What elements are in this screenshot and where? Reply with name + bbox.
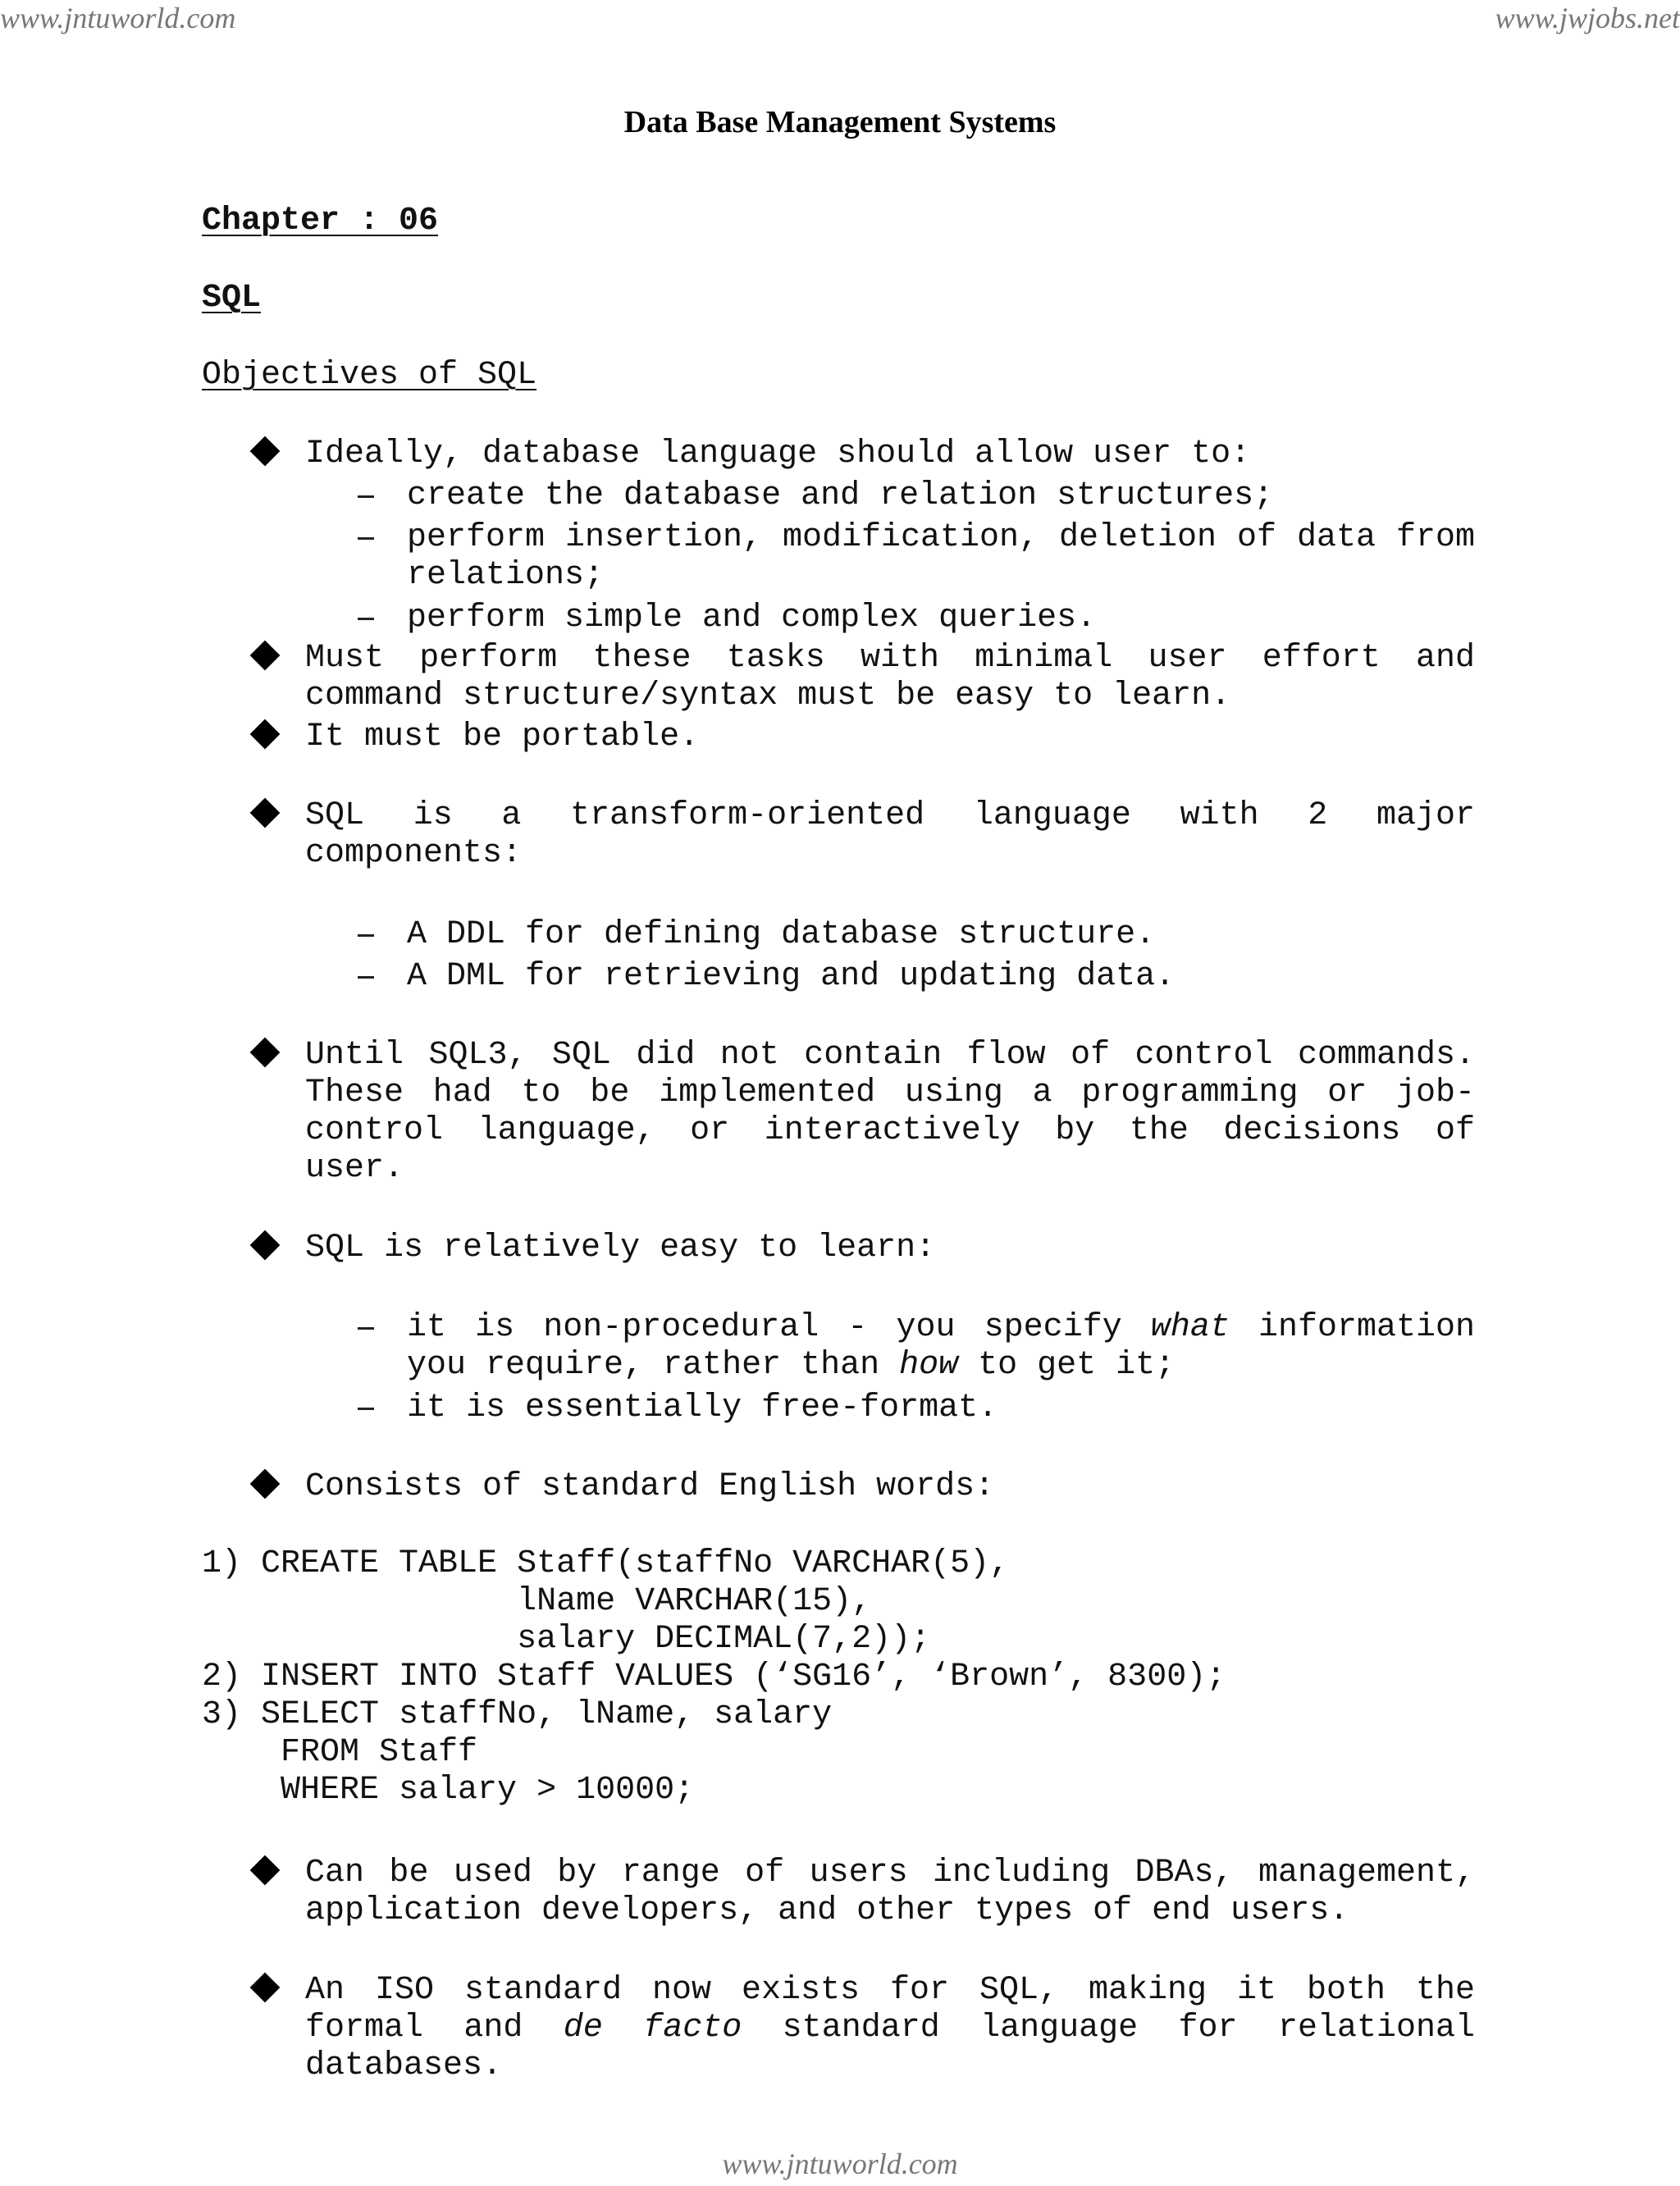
emphasis-text: what xyxy=(1150,1309,1230,1346)
dash-bullet-icon xyxy=(358,934,374,937)
watermark-bottom: www.jntuworld.com xyxy=(722,2147,958,2180)
dash-bullet-icon xyxy=(358,618,374,620)
objective-subitem: A DML for retrieving and updating data. xyxy=(407,958,1176,995)
objective-item: Must perform these tasks with minimal user effort and command structure/syntax must be easy to learn. xyxy=(305,640,1475,714)
objective-item: Until SQL3, SQL did not contain flow of control commands. These had to be implemented using a programming or job-control language, or interactively by the decisions of user. xyxy=(305,1037,1475,1187)
watermark-top-right: www.jwjobs.net xyxy=(1495,2,1680,34)
objective-item: Ideally, database language should allow user to: xyxy=(305,436,1251,472)
objective-item: Can be used by range of users including DBAs, management, application developers, and other types of end users. xyxy=(305,1855,1475,1929)
section-heading: SQL xyxy=(202,280,262,317)
document-title: Data Base Management Systems xyxy=(623,105,1057,139)
item-text: An ISO standard now exists for SQL, making it both the formal and xyxy=(305,1972,1475,2047)
objective-item: Consists of standard English words: xyxy=(305,1468,995,1505)
objective-subitem: create the database and relation structures; xyxy=(407,477,1274,514)
dash-bullet-icon xyxy=(358,537,374,540)
dash-bullet-icon xyxy=(358,1327,374,1330)
objective-subitem: perform simple and complex queries. xyxy=(407,600,1097,637)
dash-bullet-icon xyxy=(358,495,374,498)
objective-item: It must be portable. xyxy=(305,719,700,755)
subitem-text: information you require, rather than xyxy=(407,1309,1476,1384)
dash-bullet-icon xyxy=(358,1408,374,1410)
objective-subitem: perform insertion, modification, deletion of data from relations; xyxy=(407,519,1475,594)
chapter-heading: Chapter : 06 xyxy=(202,203,439,240)
objective-subitem xyxy=(407,1309,1475,1385)
subitem-text: to get it; xyxy=(958,1347,1176,1384)
sql-code-listing: 1) CREATE TABLE Staff(staffNo VARCHAR(5), lName VARCHAR(15), salary DECIMAL(7,2)); 2) INSERT INTO Staff VALUES (‘SG16’, ‘Brown’, 8300); 3) SELECT staffNo, lName, salary FROM Staff WHERE salary > 10000; xyxy=(202,1545,1226,1809)
subitem-text: it is non-procedural - you specify xyxy=(407,1309,1151,1346)
watermark-top-left: www.jntuworld.com xyxy=(0,2,236,34)
objective-item: SQL is a transform-oriented language with 2 major components: xyxy=(305,797,1475,872)
objective-subitem: A DDL for defining database structure. xyxy=(407,916,1156,953)
objective-item xyxy=(305,1972,1475,2085)
dash-bullet-icon xyxy=(358,976,374,979)
objective-subitem: it is essentially free-format. xyxy=(407,1390,998,1426)
emphasis-text: how xyxy=(899,1347,959,1384)
emphasis-text: de facto xyxy=(563,2010,742,2047)
objective-item: SQL is relatively easy to learn: xyxy=(305,1230,936,1266)
item-text: standard language for relational databases. xyxy=(305,2010,1475,2084)
subsection-heading: Objectives of SQL xyxy=(202,357,537,394)
